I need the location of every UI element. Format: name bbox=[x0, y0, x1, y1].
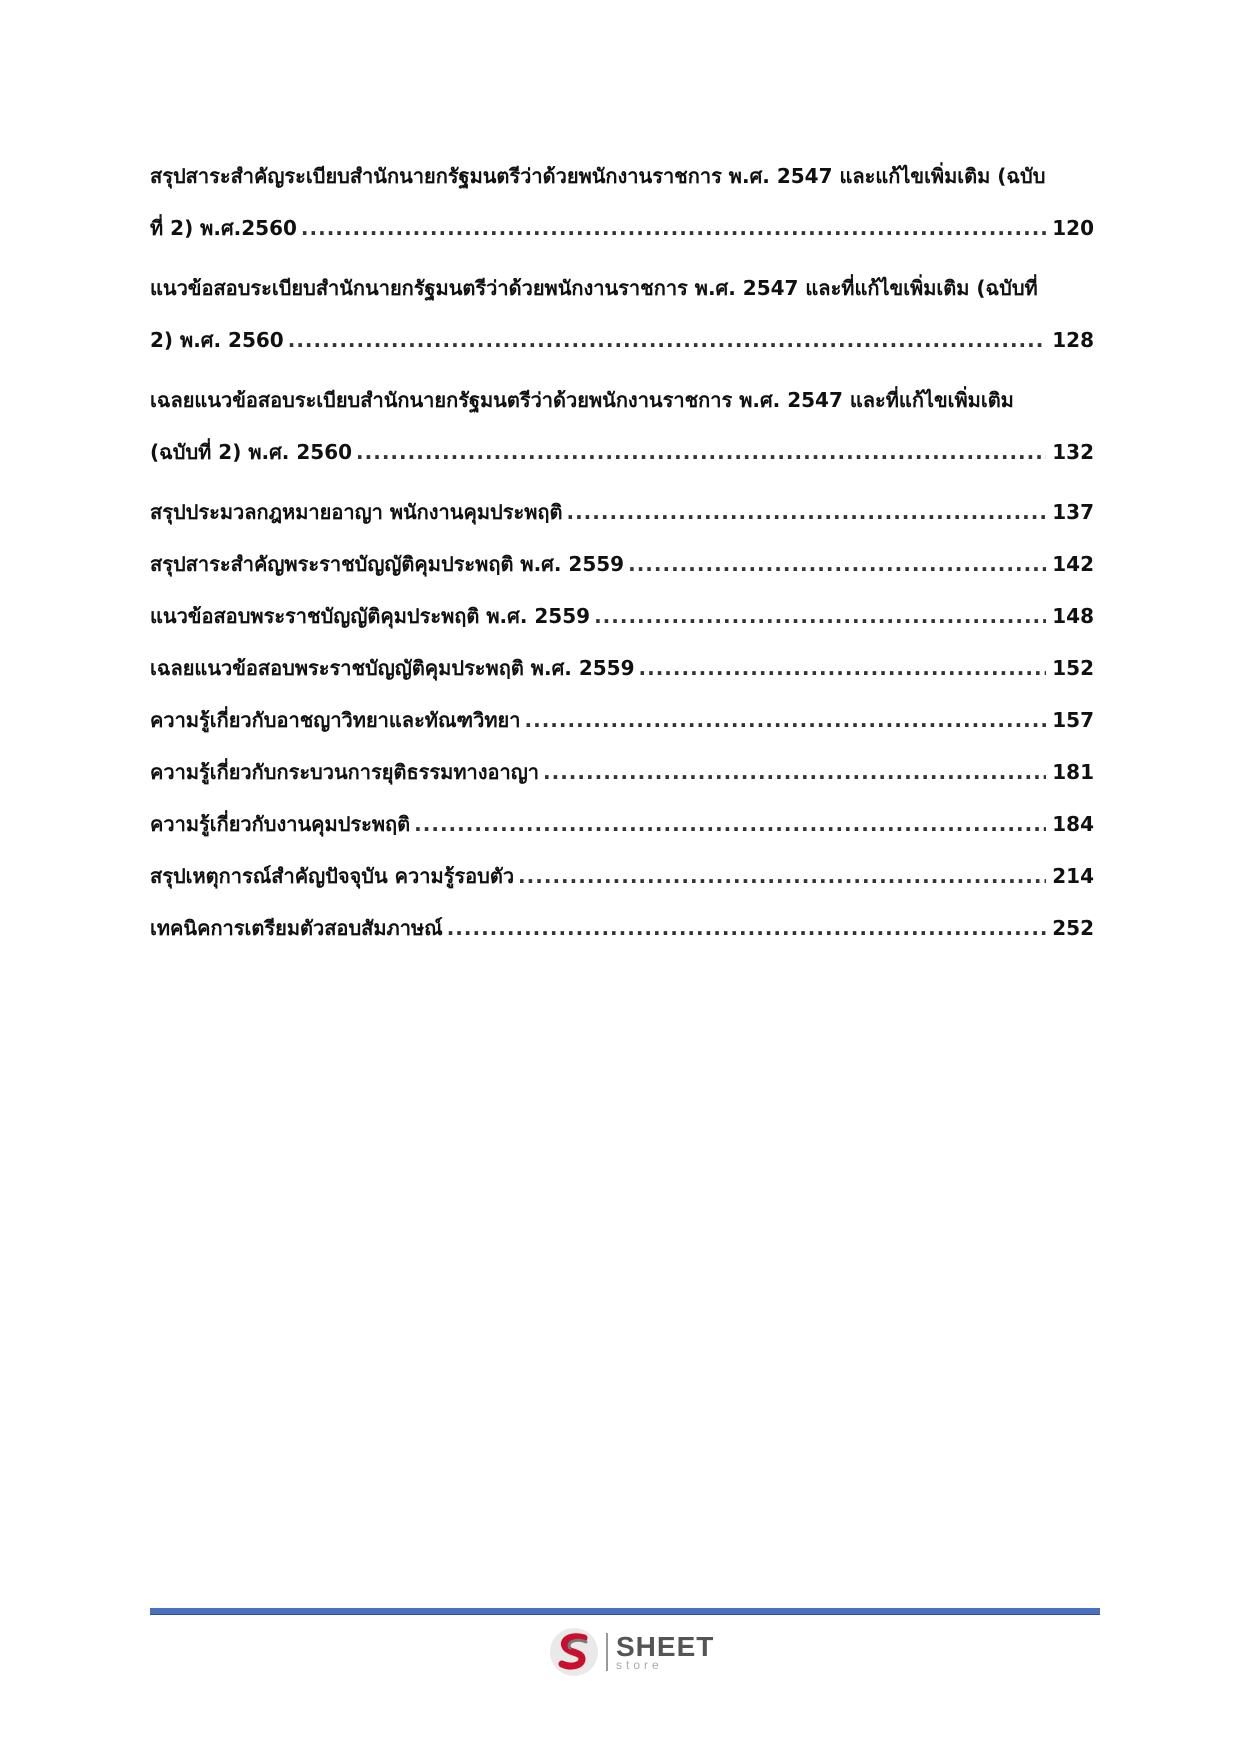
toc-entry-title: ความรู้เกี่ยวกับอาชญาวิทยาและทัณฑวิทยา bbox=[150, 708, 521, 732]
toc-entry-title: สรุปสาระสำคัญพระราชบัญญัติคุมประพฤติ พ.ศ. 2559 bbox=[150, 552, 625, 576]
toc-entry-title: แนวข้อสอบพระราชบัญญัติคุมประพฤติ พ.ศ. 2559 bbox=[150, 604, 591, 628]
toc-entry[interactable] bbox=[150, 902, 1094, 954]
sheet-store-logo-icon bbox=[548, 1626, 600, 1678]
dot-leader bbox=[525, 694, 1047, 746]
toc-page-number: 181 bbox=[1052, 760, 1094, 784]
dot-leader bbox=[301, 202, 1046, 254]
toc-entry[interactable] bbox=[150, 262, 1094, 366]
toc-entry-title: สรุปประมวลกฎหมายอาญา พนักงานคุมประพฤติ bbox=[150, 500, 563, 524]
toc-page-number: 152 bbox=[1052, 656, 1094, 680]
toc-entry[interactable] bbox=[150, 374, 1094, 478]
toc-entry[interactable] bbox=[150, 538, 1094, 590]
dot-leader bbox=[447, 902, 1047, 954]
toc-entry-title: เฉลยแนวข้อสอบพระราชบัญญัติคุมประพฤติ พ.ศ. 2559 bbox=[150, 656, 635, 680]
dot-leader bbox=[543, 746, 1046, 798]
toc-page-number: 184 bbox=[1052, 812, 1094, 836]
toc-entry[interactable] bbox=[150, 590, 1094, 642]
toc-page-number: 128 bbox=[1052, 328, 1094, 352]
toc-page-number: 148 bbox=[1052, 604, 1094, 628]
brand-sub: store bbox=[616, 1658, 663, 1672]
toc-entry[interactable] bbox=[150, 642, 1094, 694]
toc-entry-title-line2: ที่ 2) พ.ศ.2560 bbox=[150, 216, 297, 240]
toc-entry[interactable] bbox=[150, 746, 1094, 798]
toc-entry[interactable] bbox=[150, 486, 1094, 538]
toc-entry-title: สรุปเหตุการณ์สำคัญปัจจุบัน ความรู้รอบตัว bbox=[150, 864, 515, 888]
brand-text bbox=[606, 1633, 714, 1671]
dot-leader bbox=[518, 850, 1046, 902]
toc-entry-title-line1: เฉลยแนวข้อสอบระเบียบสำนักนายกรัฐมนตรีว่าด้วยพนักงานราชการ พ.ศ. 2547 และที่แก้ไขเพิ่มเติม bbox=[150, 388, 1014, 412]
toc-entry-title-line1: สรุปสาระสำคัญระเบียบสำนักนายกรัฐมนตรีว่าด้วยพนักงานราชการ พ.ศ. 2547 และแก้ไขเพิ่มเติม (ฉบับ bbox=[150, 164, 1046, 188]
toc-entry-title: ความรู้เกี่ยวกับกระบวนการยุติธรรมทางอาญา bbox=[150, 760, 540, 784]
table-of-contents bbox=[150, 150, 1094, 954]
brand-name: SHEET bbox=[616, 1631, 715, 1662]
toc-entry-title-line2: 2) พ.ศ. 2560 bbox=[150, 328, 284, 352]
toc-page-number: 157 bbox=[1052, 708, 1094, 732]
dot-leader bbox=[566, 486, 1046, 538]
toc-page-number: 214 bbox=[1052, 864, 1094, 888]
dot-leader bbox=[288, 314, 1047, 366]
toc-page-number: 132 bbox=[1052, 440, 1094, 464]
dot-leader bbox=[628, 538, 1046, 590]
toc-page-number: 137 bbox=[1052, 500, 1094, 524]
dot-leader bbox=[639, 642, 1047, 694]
toc-entry-title: ความรู้เกี่ยวกับงานคุมประพฤติ bbox=[150, 812, 411, 836]
toc-entry-title-line2: (ฉบับที่ 2) พ.ศ. 2560 bbox=[150, 440, 353, 464]
sheet-store-logo bbox=[548, 1626, 714, 1678]
toc-page-number: 142 bbox=[1052, 552, 1094, 576]
toc-entry-title: เทคนิคการเตรียมตัวสอบสัมภาษณ์ bbox=[150, 916, 443, 940]
toc-page-number: 120 bbox=[1052, 216, 1094, 240]
toc-entry[interactable] bbox=[150, 150, 1094, 254]
footer-divider bbox=[150, 1608, 1100, 1615]
dot-leader bbox=[356, 426, 1046, 478]
dot-leader bbox=[594, 590, 1046, 642]
toc-entry-title-line1: แนวข้อสอบระเบียบสำนักนายกรัฐมนตรีว่าด้วยพนักงานราชการ พ.ศ. 2547 และที่แก้ไขเพิ่มเติม (ฉบับที่ bbox=[150, 276, 1038, 300]
dot-leader bbox=[414, 798, 1046, 850]
toc-entry[interactable] bbox=[150, 694, 1094, 746]
toc-page-number: 252 bbox=[1052, 916, 1094, 940]
toc-entry[interactable] bbox=[150, 850, 1094, 902]
toc-entry[interactable] bbox=[150, 798, 1094, 850]
